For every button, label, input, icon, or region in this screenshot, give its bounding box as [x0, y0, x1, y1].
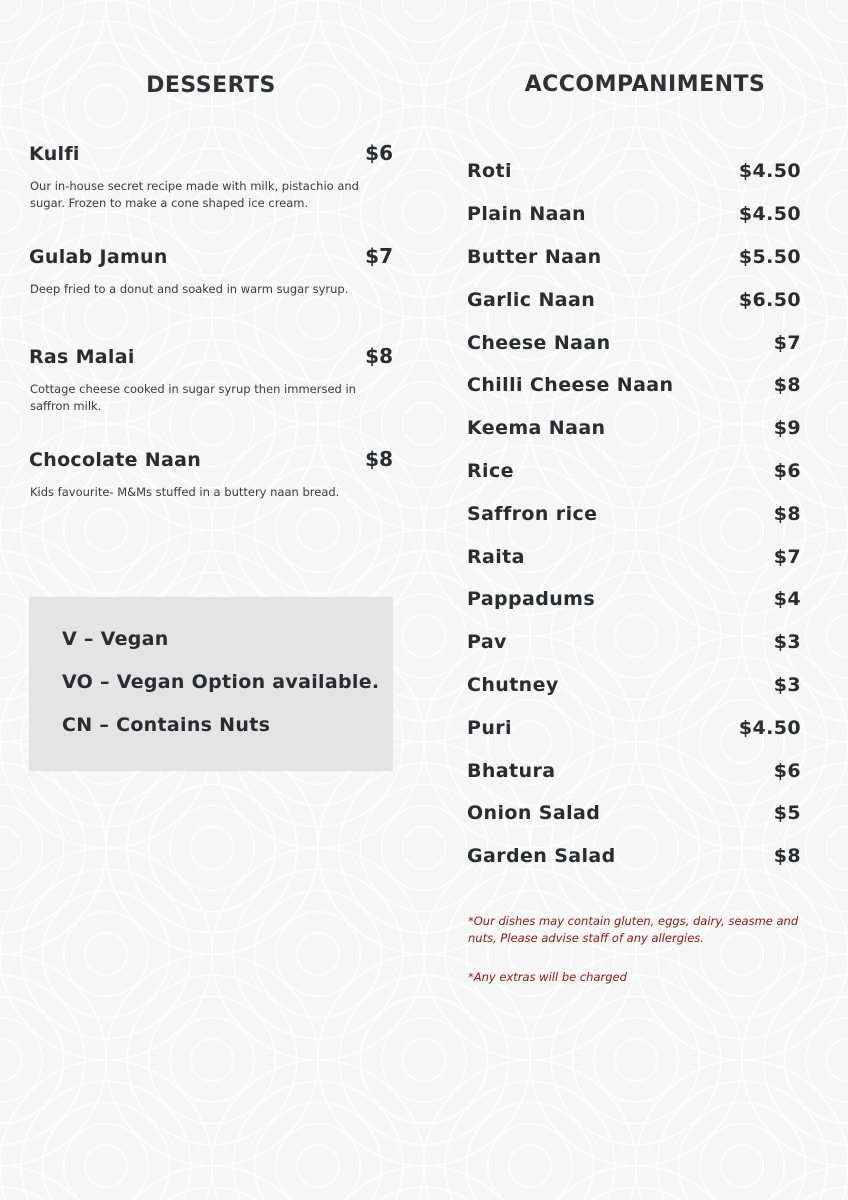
item-name: Raita [467, 545, 525, 568]
dietary-legend [29, 597, 393, 771]
allergy-note: *Our dishes may contain gluten, eggs, dairy, seasme and nuts, Please advise staff of any allergies. [468, 914, 799, 945]
dessert-name: Ras Malai [29, 346, 135, 368]
item-price: $4 [773, 588, 801, 611]
list-item [467, 321, 801, 364]
item-name: Garlic Naan [467, 288, 596, 311]
item-price: $5.50 [738, 245, 801, 268]
list-item [467, 364, 801, 407]
item-price: $6.50 [738, 288, 801, 311]
item-name: Roti [467, 160, 512, 183]
list-item [467, 278, 801, 321]
list-item [467, 749, 801, 792]
list-item [467, 578, 801, 621]
list-item [467, 193, 801, 236]
item-price: $9 [773, 417, 801, 440]
item-price: $4.50 [738, 160, 801, 183]
item-name: Chilli Cheese Naan [467, 374, 674, 397]
dessert-price: $8 [365, 344, 393, 368]
item-name: Cheese Naan [467, 331, 611, 354]
item-price: $6 [773, 759, 801, 782]
list-item [467, 407, 801, 450]
dessert-price: $7 [365, 244, 393, 268]
item-name: Saffron rice [467, 502, 598, 525]
item-name: Pav [467, 631, 507, 654]
list-item [467, 792, 801, 835]
list-item [467, 664, 801, 707]
item-price: $8 [773, 845, 801, 868]
item-name: Pappadums [467, 588, 596, 611]
legend-vegan-option: VO – Vegan Option available. [62, 671, 380, 693]
item-price: $8 [773, 374, 801, 397]
item-price: $3 [773, 673, 801, 696]
item-name: Butter Naan [467, 245, 602, 268]
item-price: $7 [773, 331, 801, 354]
dessert-item [29, 244, 393, 298]
dessert-name: Chocolate Naan [29, 449, 202, 471]
item-price: $4.50 [738, 716, 801, 739]
list-item [467, 621, 801, 664]
dessert-description: Our in-house secret recipe made with milk, pistachio and sugar. Frozen to make a cone shaped ice cream. [30, 179, 359, 210]
item-name: Puri [467, 716, 512, 739]
item-name: Bhatura [467, 759, 556, 782]
list-item [467, 236, 801, 279]
item-price: $7 [773, 545, 801, 568]
legend-contains-nuts: CN – Contains Nuts [62, 714, 271, 736]
item-price: $8 [773, 502, 801, 525]
dessert-name: Gulab Jamun [29, 246, 168, 268]
dessert-item [29, 447, 393, 501]
accompaniments-list [467, 150, 801, 878]
dessert-description: Cottage cheese cooked in sugar syrup then immersed in saffron milk. [30, 382, 356, 413]
list-item [467, 150, 801, 193]
list-item [467, 450, 801, 493]
dessert-description: Deep fried to a donut and soaked in warm sugar syrup. [30, 282, 349, 296]
dessert-item [29, 141, 393, 212]
item-price: $3 [773, 631, 801, 654]
extras-note: *Any extras will be charged [468, 970, 627, 984]
item-name: Onion Salad [467, 802, 601, 825]
legend-vegan: V – Vegan [62, 628, 169, 650]
list-item [467, 706, 801, 749]
list-item [467, 492, 801, 535]
list-item [467, 835, 801, 878]
dessert-name: Kulfi [29, 143, 80, 165]
dessert-description: Kids favourite- M&Ms stuffed in a buttery naan bread. [30, 485, 340, 499]
accompaniments-heading: ACCOMPANIMENTS [524, 72, 766, 97]
item-price: $4.50 [738, 203, 801, 226]
dessert-item [29, 344, 393, 415]
dessert-price: $6 [365, 141, 393, 165]
desserts-heading: DESSERTS [146, 73, 276, 98]
item-price: $6 [773, 459, 801, 482]
item-name: Rice [467, 459, 514, 482]
item-name: Garden Salad [467, 845, 616, 868]
item-name: Keema Naan [467, 417, 606, 440]
list-item [467, 535, 801, 578]
item-price: $5 [773, 802, 801, 825]
dessert-price: $8 [365, 447, 393, 471]
item-name: Plain Naan [467, 203, 586, 226]
item-name: Chutney [467, 673, 559, 696]
